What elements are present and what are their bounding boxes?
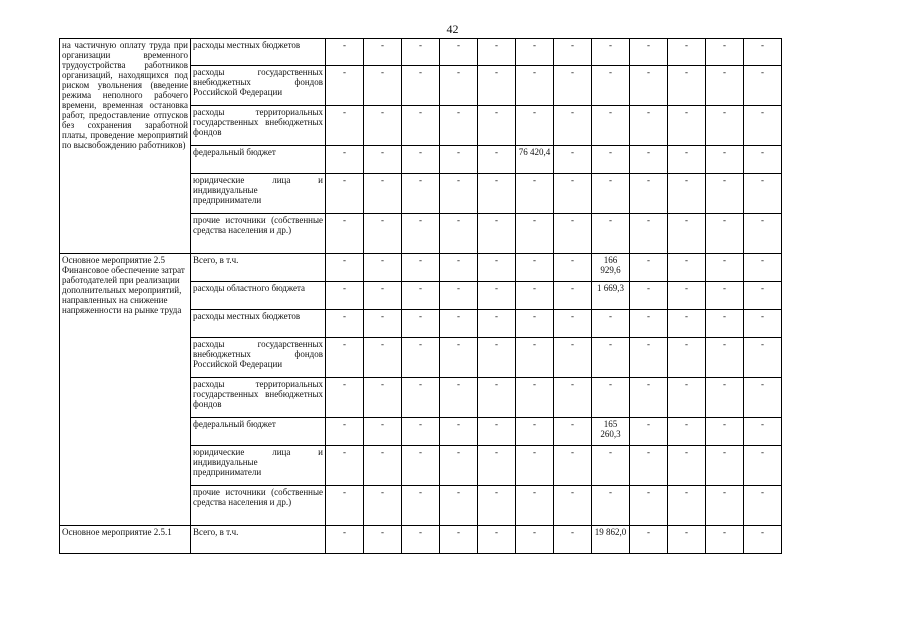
value-cell: -	[706, 39, 744, 66]
value-cell: -	[516, 486, 554, 526]
value-cell: -	[630, 378, 668, 418]
funding-source: федеральный бюджет	[191, 418, 326, 446]
value-cell: -	[630, 146, 668, 174]
funding-source: прочие источники (собственные средства населения и др.)	[191, 214, 326, 254]
value-cell: -	[554, 446, 592, 486]
value-cell: -	[516, 378, 554, 418]
value-cell: -	[402, 254, 440, 282]
value-cell: -	[630, 486, 668, 526]
value-cell: -	[592, 338, 630, 378]
funding-source: Всего, в т.ч.	[191, 526, 326, 554]
value-cell: -	[326, 418, 364, 446]
value-cell: -	[744, 418, 782, 446]
value-cell: -	[478, 418, 516, 446]
value-cell: -	[364, 418, 402, 446]
value-cell: -	[440, 66, 478, 106]
value-cell: -	[592, 174, 630, 214]
value-cell: -	[554, 254, 592, 282]
value-cell: -	[326, 282, 364, 310]
value-cell: -	[668, 486, 706, 526]
value-cell: -	[402, 282, 440, 310]
value-cell: -	[706, 310, 744, 338]
value-cell: -	[706, 526, 744, 554]
value-cell: -	[554, 378, 592, 418]
value-cell: -	[592, 378, 630, 418]
value-cell: -	[668, 282, 706, 310]
value-cell: -	[630, 174, 668, 214]
value-cell: -	[668, 106, 706, 146]
value-cell: -	[744, 214, 782, 254]
value-cell: -	[402, 174, 440, 214]
value-cell: -	[516, 282, 554, 310]
value-cell: -	[364, 254, 402, 282]
value-cell: -	[668, 254, 706, 282]
value-cell: -	[364, 338, 402, 378]
value-cell: -	[440, 174, 478, 214]
value-cell: -	[668, 526, 706, 554]
value-cell: -	[478, 66, 516, 106]
value-cell: -	[440, 418, 478, 446]
value-cell: -	[326, 214, 364, 254]
value-cell: -	[630, 526, 668, 554]
funding-source: федеральный бюджет	[191, 146, 326, 174]
value-cell: -	[554, 146, 592, 174]
value-cell: -	[326, 39, 364, 66]
value-cell: -	[592, 486, 630, 526]
value-cell: -	[326, 310, 364, 338]
funding-source: расходы областного бюджета	[191, 282, 326, 310]
value-cell: -	[364, 214, 402, 254]
value-cell: -	[402, 338, 440, 378]
value-cell: -	[744, 106, 782, 146]
value-cell: -	[440, 310, 478, 338]
value-cell: -	[630, 338, 668, 378]
table-row	[60, 39, 782, 66]
value-cell: -	[478, 39, 516, 66]
value-cell: -	[592, 310, 630, 338]
value-cell: -	[744, 282, 782, 310]
value-cell: -	[402, 39, 440, 66]
value-cell: -	[516, 418, 554, 446]
value-cell: -	[440, 486, 478, 526]
value-cell: -	[554, 418, 592, 446]
value-cell: 1 669,3	[592, 282, 630, 310]
value-cell: -	[364, 526, 402, 554]
value-cell: -	[364, 146, 402, 174]
value-cell: -	[592, 106, 630, 146]
value-cell: -	[744, 146, 782, 174]
value-cell: -	[440, 39, 478, 66]
value-cell: -	[630, 446, 668, 486]
value-cell: -	[364, 446, 402, 486]
value-cell: -	[668, 39, 706, 66]
value-cell: -	[326, 526, 364, 554]
value-cell: -	[706, 282, 744, 310]
value-cell: -	[326, 146, 364, 174]
value-cell: -	[668, 146, 706, 174]
value-cell: -	[630, 418, 668, 446]
funding-source: расходы местных бюджетов	[191, 310, 326, 338]
value-cell: -	[592, 214, 630, 254]
value-cell: -	[706, 446, 744, 486]
value-cell: 19 862,0	[592, 526, 630, 554]
value-cell: 166 929,6	[592, 254, 630, 282]
value-cell: -	[744, 66, 782, 106]
value-cell: -	[706, 254, 744, 282]
value-cell: -	[706, 66, 744, 106]
value-cell: -	[516, 446, 554, 486]
value-cell: -	[744, 486, 782, 526]
value-cell: -	[440, 214, 478, 254]
value-cell: -	[478, 338, 516, 378]
value-cell: -	[402, 446, 440, 486]
value-cell: -	[402, 526, 440, 554]
value-cell: -	[554, 486, 592, 526]
value-cell: -	[516, 526, 554, 554]
page-number: 42	[446, 22, 459, 36]
value-cell: -	[630, 39, 668, 66]
value-cell: -	[326, 338, 364, 378]
funding-source: Всего, в т.ч.	[191, 254, 326, 282]
value-cell: -	[706, 146, 744, 174]
value-cell: -	[516, 174, 554, 214]
value-cell: -	[554, 174, 592, 214]
funding-source: юридические лица и индивидуальные предприниматели	[191, 446, 326, 486]
value-cell: -	[516, 106, 554, 146]
table-row	[60, 254, 782, 282]
value-cell: -	[744, 39, 782, 66]
value-cell: -	[478, 446, 516, 486]
value-cell: -	[440, 338, 478, 378]
value-cell: -	[630, 66, 668, 106]
value-cell: -	[554, 39, 592, 66]
value-cell: -	[440, 282, 478, 310]
value-cell: -	[706, 214, 744, 254]
value-cell: -	[744, 174, 782, 214]
value-cell: -	[554, 338, 592, 378]
value-cell: -	[364, 106, 402, 146]
value-cell: -	[706, 174, 744, 214]
value-cell: -	[478, 214, 516, 254]
table-row	[60, 526, 782, 554]
value-cell: -	[440, 446, 478, 486]
value-cell: -	[364, 282, 402, 310]
value-cell: -	[554, 106, 592, 146]
value-cell: -	[326, 106, 364, 146]
value-cell: -	[478, 526, 516, 554]
value-cell: -	[668, 338, 706, 378]
value-cell: -	[402, 310, 440, 338]
value-cell: -	[516, 310, 554, 338]
value-cell: -	[706, 378, 744, 418]
funding-source: прочие источники (собственные средства населения и др.)	[191, 486, 326, 526]
value-cell: -	[668, 446, 706, 486]
value-cell: -	[630, 254, 668, 282]
value-cell: -	[364, 66, 402, 106]
value-cell: -	[630, 310, 668, 338]
value-cell: -	[402, 106, 440, 146]
value-cell: -	[326, 486, 364, 526]
value-cell: -	[668, 214, 706, 254]
value-cell: -	[402, 378, 440, 418]
value-cell: -	[668, 174, 706, 214]
value-cell: -	[478, 310, 516, 338]
value-cell: -	[744, 378, 782, 418]
value-cell: -	[668, 378, 706, 418]
funding-source: расходы местных бюджетов	[191, 39, 326, 66]
value-cell: -	[706, 418, 744, 446]
value-cell: -	[326, 378, 364, 418]
value-cell: 165 260,3	[592, 418, 630, 446]
value-cell: -	[630, 106, 668, 146]
value-cell: -	[364, 310, 402, 338]
value-cell: -	[706, 106, 744, 146]
value-cell: -	[478, 254, 516, 282]
value-cell: -	[364, 39, 402, 66]
value-cell: -	[592, 39, 630, 66]
value-cell: -	[402, 146, 440, 174]
value-cell: -	[744, 310, 782, 338]
value-cell: -	[744, 338, 782, 378]
value-cell: -	[630, 214, 668, 254]
value-cell: -	[478, 378, 516, 418]
value-cell: -	[402, 66, 440, 106]
value-cell: -	[516, 214, 554, 254]
value-cell: -	[592, 66, 630, 106]
measure-description: Основное мероприятие 2.5.1	[60, 526, 191, 554]
value-cell: -	[706, 338, 744, 378]
value-cell: -	[592, 146, 630, 174]
value-cell: -	[516, 39, 554, 66]
value-cell: -	[744, 446, 782, 486]
value-cell: -	[402, 418, 440, 446]
value-cell: -	[706, 486, 744, 526]
value-cell: -	[440, 146, 478, 174]
value-cell: -	[478, 282, 516, 310]
value-cell: -	[478, 174, 516, 214]
value-cell: -	[326, 174, 364, 214]
value-cell: -	[478, 486, 516, 526]
value-cell: -	[554, 526, 592, 554]
value-cell: -	[744, 526, 782, 554]
value-cell: -	[364, 486, 402, 526]
value-cell: -	[630, 282, 668, 310]
value-cell: -	[440, 378, 478, 418]
value-cell: -	[668, 418, 706, 446]
funding-source: расходы государственных внебюджетных фондов Российской Федерации	[191, 338, 326, 378]
value-cell: -	[364, 378, 402, 418]
value-cell: -	[326, 254, 364, 282]
measure-description: Основное мероприятие 2.5 Финансовое обеспечение затрат работодателей при реализации дополнительных мероприятий, направленных на снижение напряженности на рынке труда	[60, 254, 191, 526]
funding-source: юридические лица и индивидуальные предприниматели	[191, 174, 326, 214]
value-cell: -	[516, 338, 554, 378]
value-cell: -	[402, 486, 440, 526]
funding-source: расходы территориальных государственных внебюджетных фондов	[191, 106, 326, 146]
measure-description: на частичную оплату труда при организации временного трудоустройства работников организаций, находящихся под риском увольнения (введение режима неполного рабочего времени, временная остановка работ, предоставление отпусков без сохранения заработной платы, проведение мероприятий по высвобождению работников)	[60, 39, 191, 254]
value-cell: -	[402, 214, 440, 254]
value-cell: -	[478, 146, 516, 174]
value-cell: -	[440, 254, 478, 282]
value-cell: -	[364, 174, 402, 214]
value-cell: -	[326, 66, 364, 106]
funding-source: расходы территориальных государственных внебюджетных фондов	[191, 378, 326, 418]
value-cell: -	[554, 282, 592, 310]
value-cell: -	[744, 254, 782, 282]
value-cell: -	[516, 254, 554, 282]
value-cell: -	[440, 526, 478, 554]
value-cell: -	[668, 66, 706, 106]
value-cell: 76 420,4	[516, 146, 554, 174]
value-cell: -	[554, 310, 592, 338]
value-cell: -	[592, 446, 630, 486]
value-cell: -	[554, 66, 592, 106]
value-cell: -	[516, 66, 554, 106]
funding-source: расходы государственных внебюджетных фондов Российской Федерации	[191, 66, 326, 106]
value-cell: -	[440, 106, 478, 146]
value-cell: -	[668, 310, 706, 338]
budget-table	[59, 38, 782, 554]
value-cell: -	[554, 214, 592, 254]
value-cell: -	[326, 446, 364, 486]
value-cell: -	[478, 106, 516, 146]
